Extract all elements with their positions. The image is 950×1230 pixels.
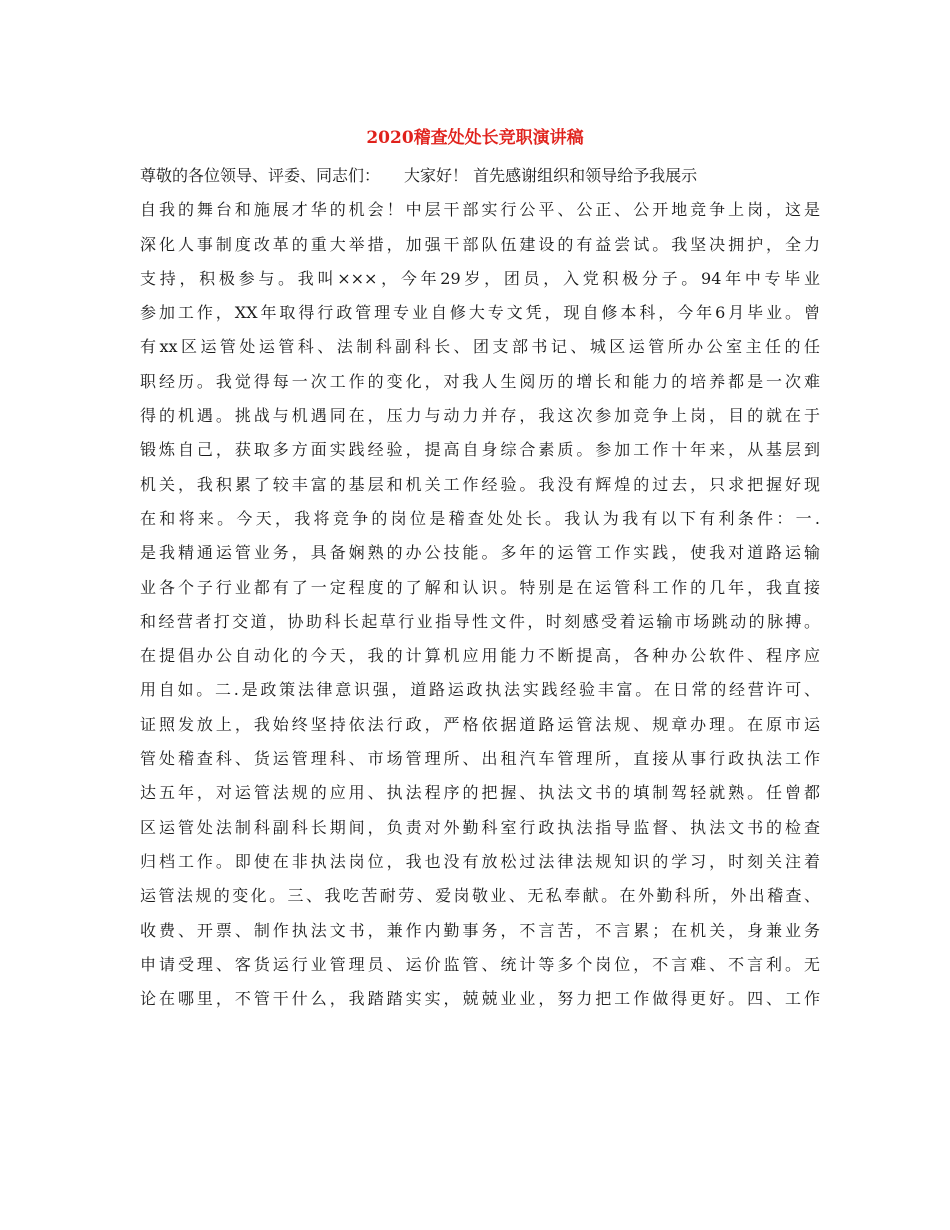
body-line: 运管法规的变化。三、我吃苦耐劳、爱岗敬业、无私奉献。在外勤科所，外出稽查、 bbox=[140, 886, 820, 906]
body-line: 区运管处法制科副科长期间，负责对外勤科室行政执法指导监督、执法文书的检查 bbox=[140, 817, 820, 837]
body-line: 在提倡办公自动化的今天，我的计算机应用能力不断提高，各种办公软件、程序应 bbox=[140, 646, 820, 666]
body-line: 深化人事制度改革的重大举措，加强干部队伍建设的有益尝试。我坚决拥护，全力 bbox=[140, 234, 820, 254]
body-line: 机关，我积累了较丰富的基层和机关工作经验。我没有辉煌的过去，只求把握好现 bbox=[140, 474, 820, 494]
document-body bbox=[140, 159, 820, 1016]
body-line: 归档工作。即使在非执法岗位，我也没有放松过法律法规知识的学习，时刻关注着 bbox=[140, 851, 820, 871]
body-line: 职经历。我觉得每一次工作的变化，对我人生阅历的增长和能力的培养都是一次难 bbox=[140, 371, 820, 391]
body-line: 达五年，对运管法规的应用、执法程序的把握、执法文书的填制驾轻就熟。任曾都 bbox=[140, 783, 820, 803]
body-line: 有xx区运管处运管科、法制科副科长、团支部书记、城区运管所办公室主任的任 bbox=[140, 337, 820, 357]
document-title: 2020稽查处处长竞职演讲稿 bbox=[366, 128, 584, 148]
body-line: 用自如。二.是政策法律意识强，道路运政执法实践经验丰富。在日常的经营许可、 bbox=[140, 680, 820, 700]
body-line: 在和将来。今天，我将竞争的岗位是稽查处处长。我认为我有以下有利条件：一. bbox=[140, 508, 820, 528]
body-line: 申请受理、客货运行业管理员、运价监管、统计等多个岗位，不言难、不言利。无 bbox=[140, 954, 820, 974]
body-line: 尊敬的各位领导、评委、同志们： 大家好！ 首先感谢组织和领导给予我展示 bbox=[140, 166, 698, 185]
body-line: 业各个子行业都有了一定程度的了解和认识。特别是在运管科工作的几年，我直接 bbox=[140, 577, 820, 597]
body-line: 锻炼自己，获取多方面实践经验，提高自身综合素质。参加工作十年来，从基层到 bbox=[140, 440, 820, 460]
body-line: 得的机遇。挑战与机遇同在，压力与动力并存，我这次参加竞争上岗，目的就在于 bbox=[140, 406, 820, 426]
body-line: 参加工作，XX年取得行政管理专业自修大专文凭，现自修本科，今年6月毕业。曾 bbox=[140, 303, 820, 323]
body-line: 和经营者打交道，协助科长起草行业指导性文件，时刻感受着运输市场跳动的脉搏。 bbox=[140, 611, 820, 631]
body-line: 管处稽查科、货运管理科、市场管理所、出租汽车管理所，直接从事行政执法工作 bbox=[140, 749, 820, 769]
body-line: 论在哪里，不管干什么，我踏踏实实，兢兢业业，努力把工作做得更好。四、工作 bbox=[140, 989, 820, 1009]
body-line: 证照发放上，我始终坚持依法行政，严格依据道路运管法规、规章办理。在原市运 bbox=[140, 714, 820, 734]
body-line: 是我精通运管业务，具备娴熟的办公技能。多年的运管工作实践，使我对道路运输 bbox=[140, 543, 820, 563]
body-line: 收费、开票、制作执法文书，兼作内勤事务，不言苦，不言累；在机关，身兼业务 bbox=[140, 920, 820, 940]
body-line: 支持，积极参与。我叫×××，今年29岁，团员，入党积极分子。94年中专毕业 bbox=[140, 268, 820, 288]
body-line: 自我的舞台和施展才华的机会！中层干部实行公平、公正、公开地竞争上岗，这是 bbox=[140, 200, 820, 220]
